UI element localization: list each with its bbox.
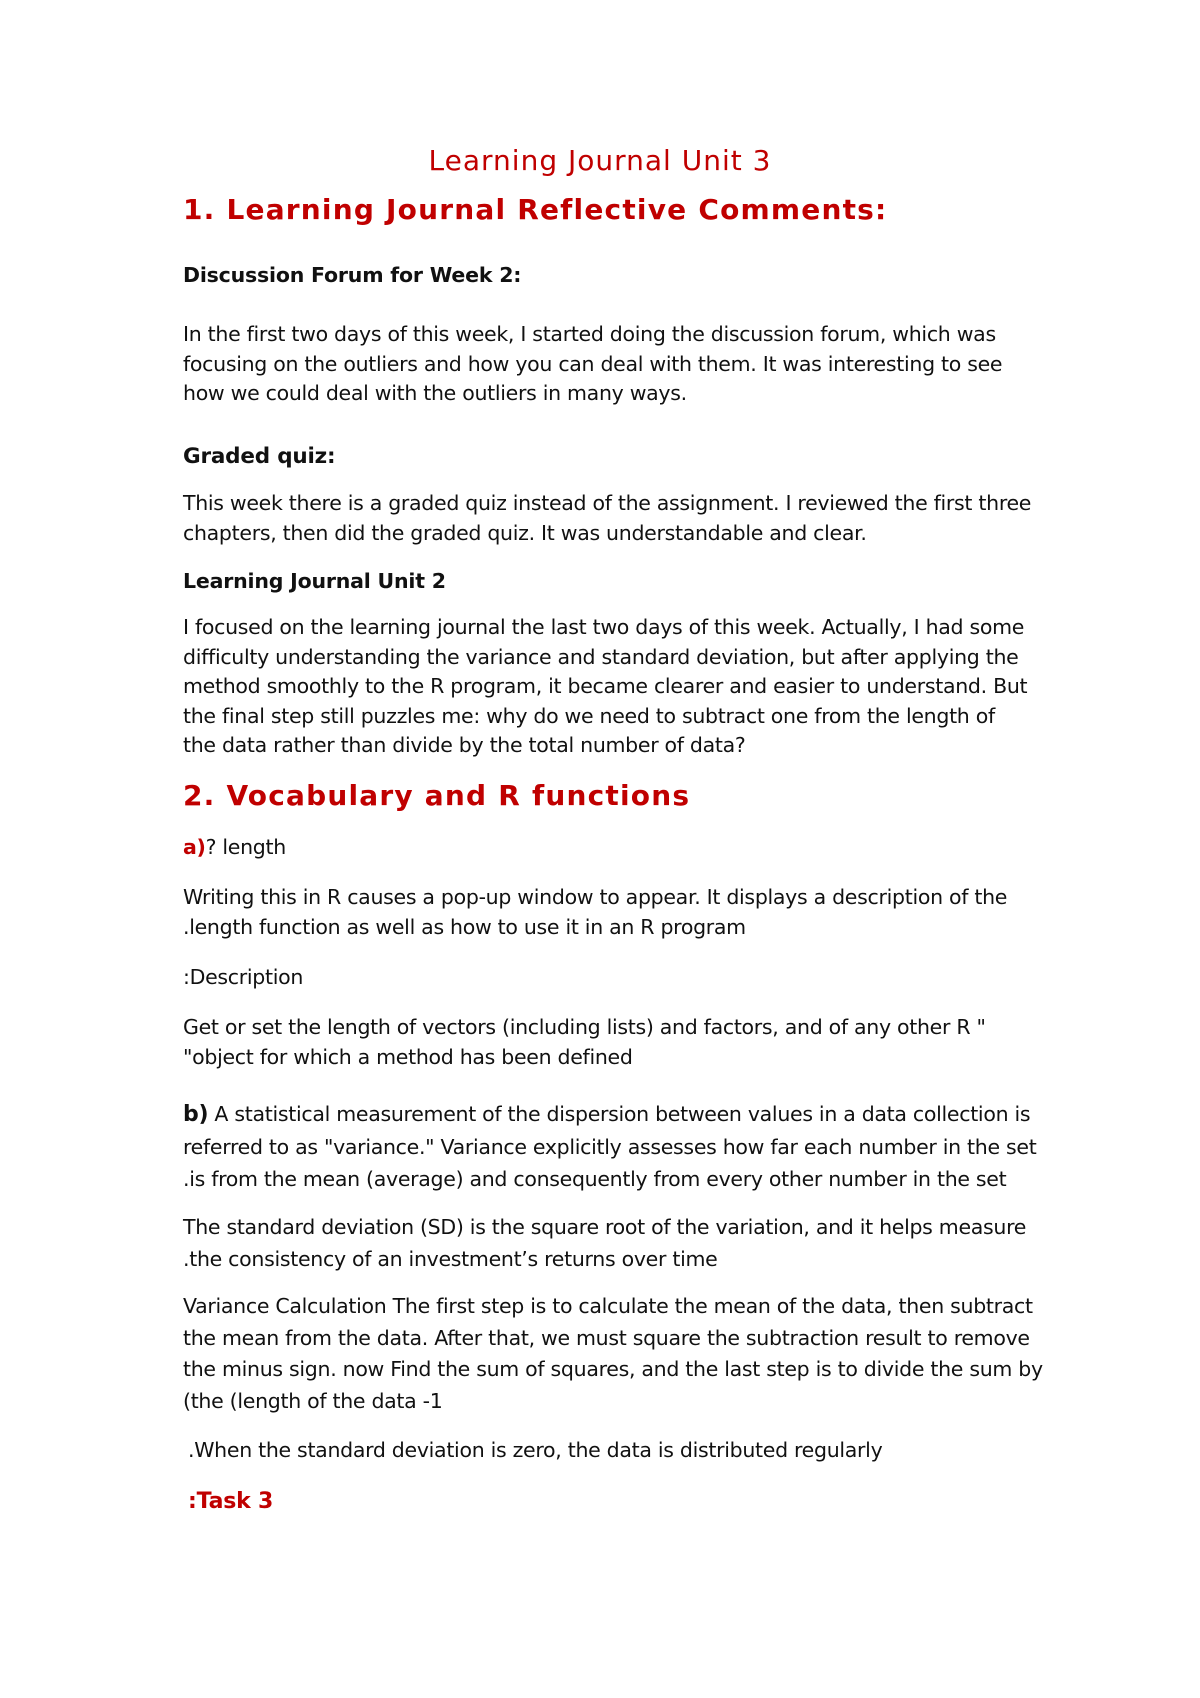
item-a-text: ? length <box>205 835 286 859</box>
variance-line1: Variance Calculation The first step is to calculate the mean of the data, then subtract <box>183 1294 1033 1318</box>
section2-heading: 2. Vocabulary and R functions <box>183 779 691 812</box>
section1-heading: 1. Learning Journal Reflective Comments: <box>183 193 888 226</box>
item-a-paragraph <box>183 883 1033 942</box>
forum-heading: Discussion Forum for Week 2: <box>183 263 522 287</box>
item-a-line <box>183 833 1033 863</box>
item-a-line2: .length function as well as how to use it in an R program <box>183 914 746 939</box>
document-title: Learning Journal Unit 3 <box>428 144 772 177</box>
variance-paragraph <box>183 1291 1043 1417</box>
quiz-heading: Graded quiz: <box>183 444 336 469</box>
item-b-paragraph <box>183 1098 1037 1195</box>
item-a-label: a) <box>183 835 206 859</box>
forum-paragraph: In the first two days of this week, I started doing the discussion forum, which was focusing on the outliers and how you can deal with them. It was interesting to see how we could deal with the outliers in many ways. <box>183 322 1003 405</box>
sd-line2: .the consistency of an investment’s returns over time <box>183 1247 718 1271</box>
task-colon: : <box>188 1489 197 1514</box>
item-b-label: b) <box>183 1102 209 1127</box>
variance-line4: (the (length of the data -1 <box>183 1388 443 1413</box>
description-line1: Get or set the length of vectors (including lists) and factors, and of any other R " <box>183 1015 986 1039</box>
task-label: Task 3 <box>196 1489 274 1514</box>
description-paragraph <box>183 1013 1033 1072</box>
zero-sd-line: .When the standard deviation is zero, the data is distributed regularly <box>188 1438 883 1462</box>
item-a-line1: Writing this in R causes a pop-up window to appear. It displays a description of the <box>183 885 1008 909</box>
sd-line1: The standard deviation (SD) is the square root of the variation, and it helps measure <box>183 1215 1027 1239</box>
item-b-line1: A statistical measurement of the dispersion between values in a data collection is <box>208 1102 1031 1126</box>
journal-paragraph: I focused on the learning journal the last two days of this week. Actually, I had some difficulty understanding the variance and standard deviation, but after applying the method smoothly to the R program, it became clearer and easier to understand. But the final step still puzzles me: why do we need to subtract one from the length of the data rather than divide by the total number of data? <box>183 615 1028 757</box>
quiz-paragraph: This week there is a graded quiz instead of the assignment. I reviewed the first three chapters, then did the graded quiz. It was understandable and clear. <box>183 491 1032 545</box>
item-b-line3: .is from the mean (average) and consequently from every other number in the set <box>183 1167 1007 1191</box>
item-b-line2: referred to as "variance." Variance explicitly assesses how far each number in the set <box>183 1135 1037 1159</box>
variance-line2: the mean from the data. After that, we must square the subtraction result to remove <box>183 1325 1030 1350</box>
sd-paragraph <box>183 1211 1033 1275</box>
journal-heading: Learning Journal Unit 2 <box>183 569 446 593</box>
variance-line3: the minus sign. now Find the sum of squares, and the last step is to divide the sum by <box>183 1357 1043 1381</box>
description-line2: "object for which a method has been defined <box>183 1044 633 1069</box>
description-label: :Description <box>183 965 304 989</box>
task-heading <box>188 1487 273 1516</box>
